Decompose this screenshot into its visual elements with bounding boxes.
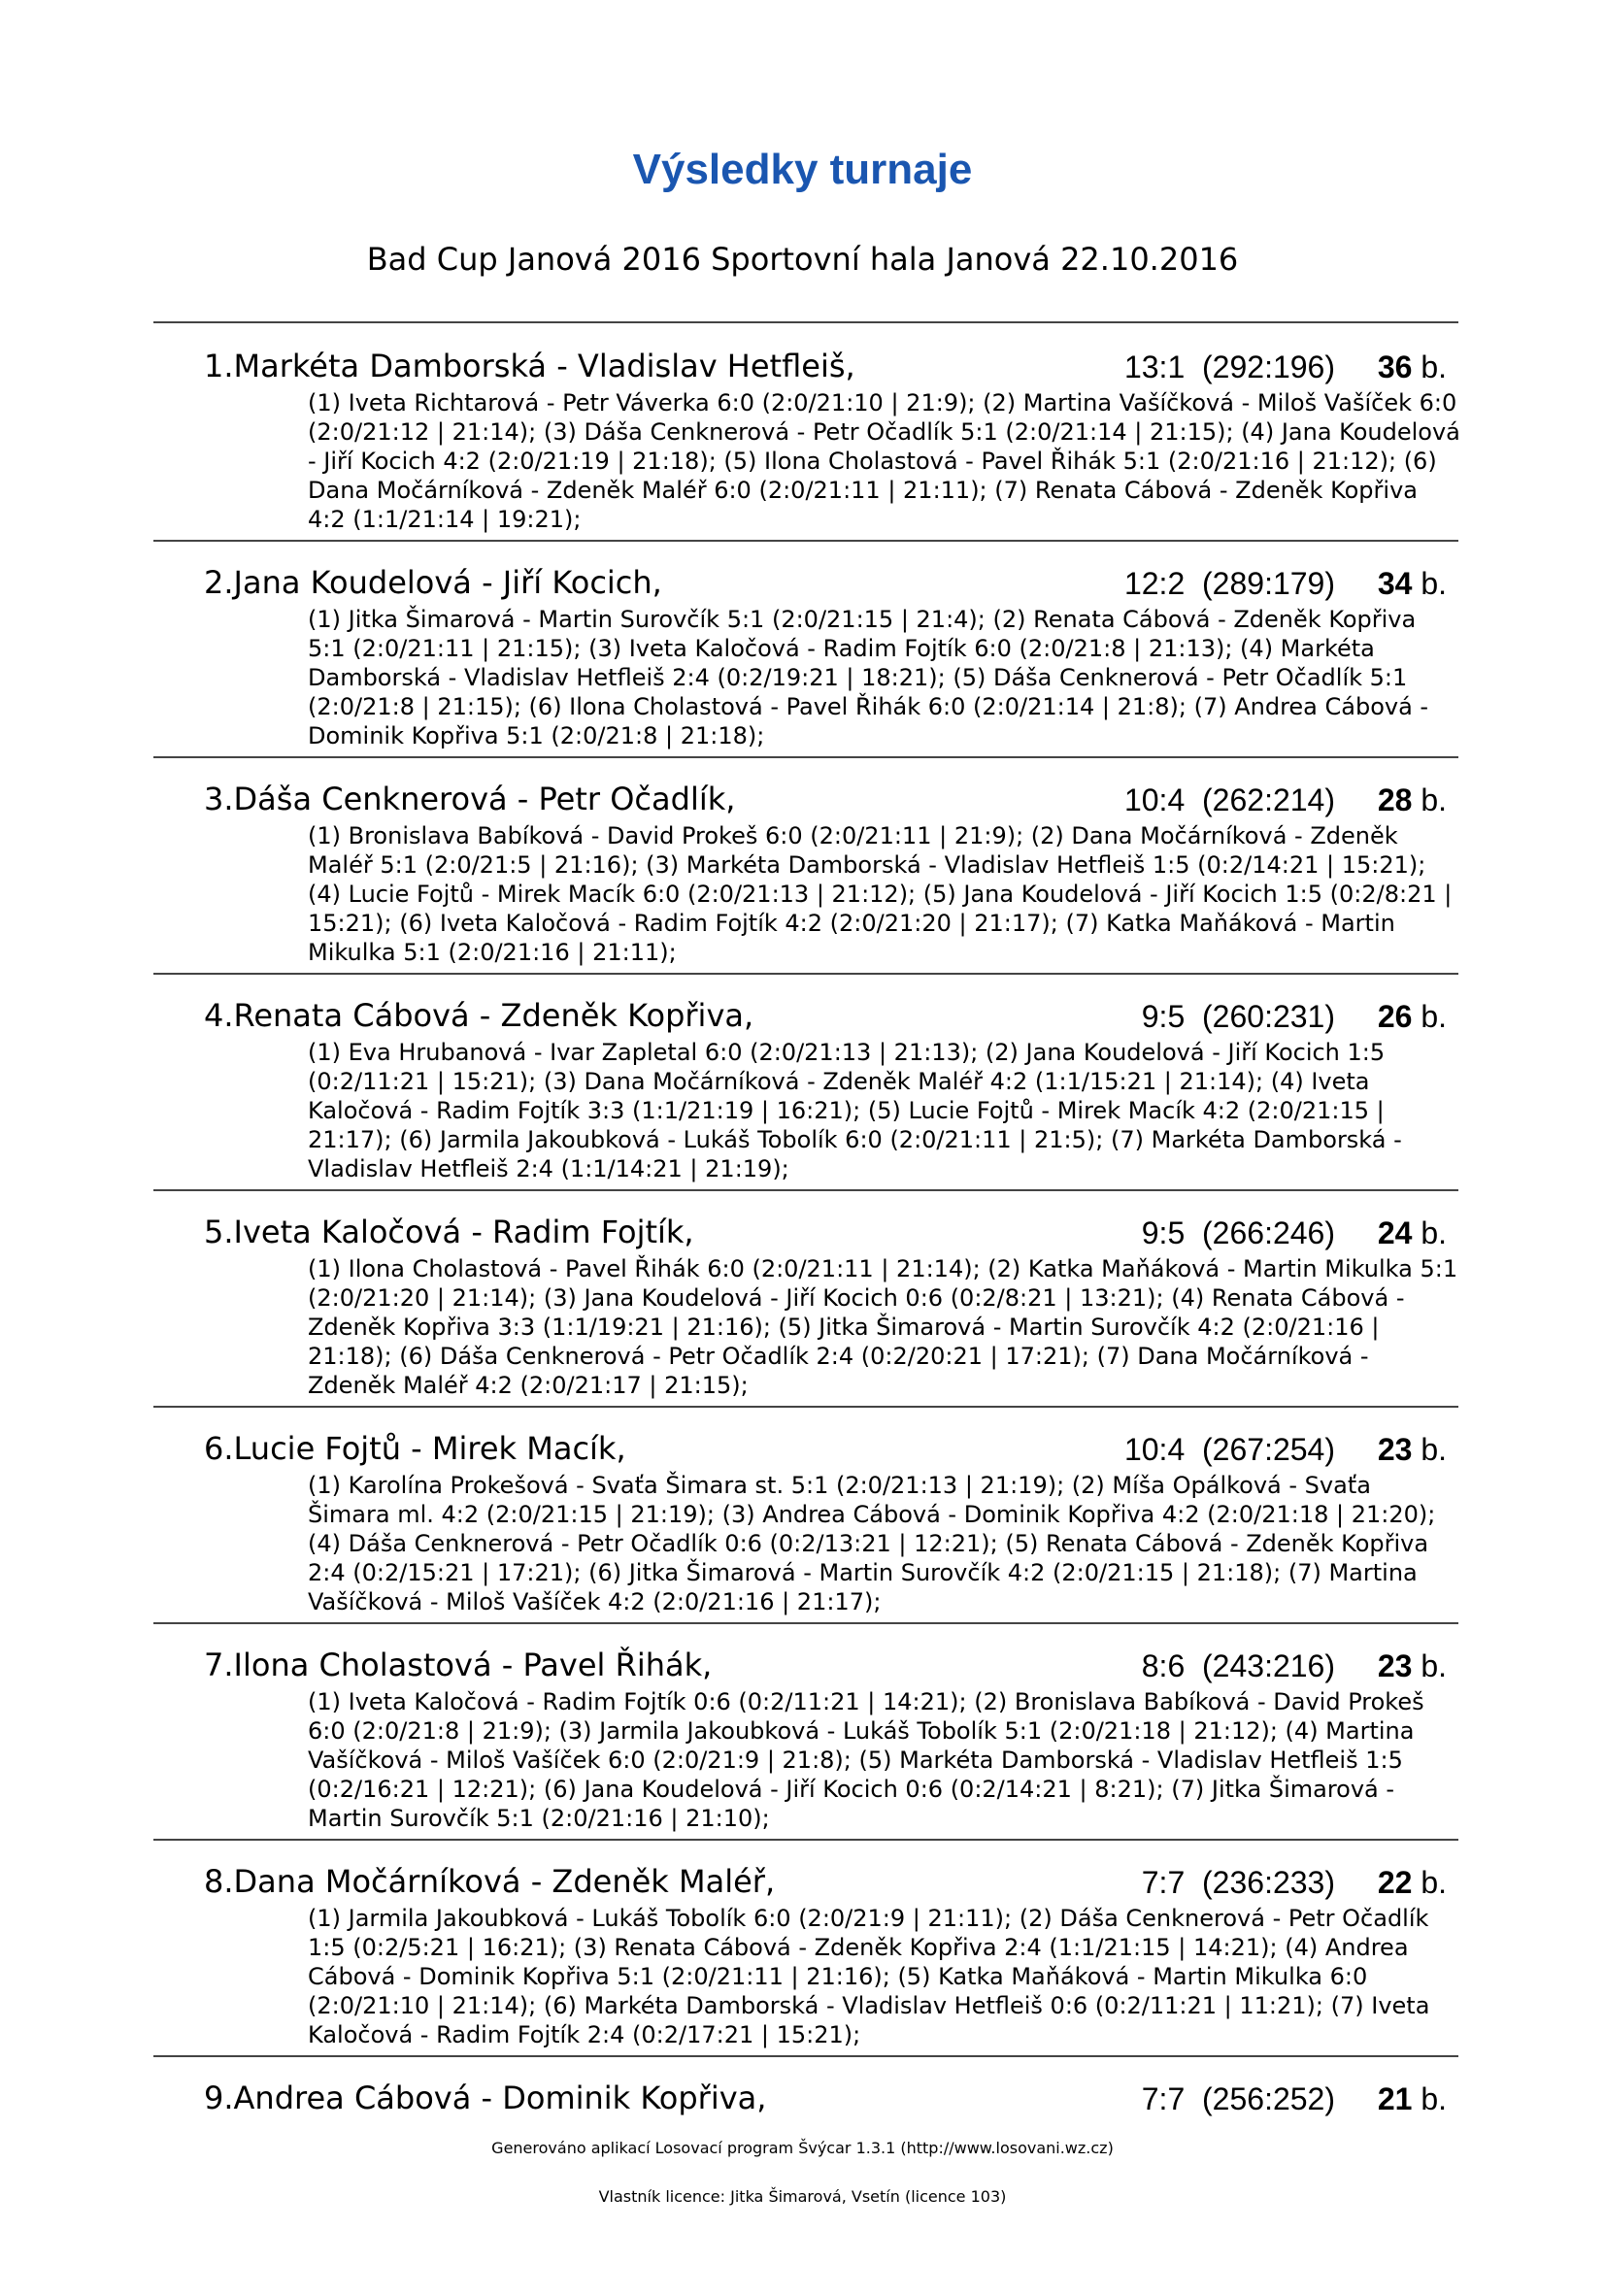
result-entry: [0, 564, 1605, 781]
match-record: 7:7 (256:252): [1141, 2081, 1335, 2116]
result-entry: [0, 997, 1605, 1214]
match-details: (1) Jarmila Jakoubková - Lukáš Tobolík 6:0 (2:0/21:9 | 21:11); (2) Dáša Cenknerová - Petr Očadlík 1:5 (0:2/5:21 | 16:21); (3) Renata Cábová - Zdeněk Kopřiva 2:4 (1:1/21:15 | 14:21); (4) Andrea Cábová - Dominik Kopřiva 5:1 (2:0/21:11 | 21:16); (5) Katka Maňáková - Martin Mikulka 6:0 (2:0/21:10 | 21:14); (6) Markéta Damborská - Vladislav Hetfleiš 0:6 (0:2/11:21 | 11:21); (7) Iveta Kaločová - Radim Fojtík 2:4 (0:2/17:21 | 15:21);: [308, 1905, 1430, 2048]
result-entry: [0, 1647, 1605, 1863]
team-name: 4.Renata Cábová - Zdeněk Kopřiva,: [204, 997, 754, 1034]
divider: [153, 1406, 1458, 1408]
team-name: 2.Jana Koudelová - Jiří Kocich,: [204, 564, 662, 601]
team-points: 24 b.: [1377, 1215, 1447, 1250]
team-points: 34 b.: [1377, 566, 1447, 601]
match-record: 8:6 (243:216): [1141, 1648, 1335, 1683]
divider: [153, 756, 1458, 758]
result-entry: [0, 348, 1605, 564]
divider: [153, 1622, 1458, 1624]
match-details: (1) Iveta Kaločová - Radim Fojtík 0:6 (0:2/11:21 | 14:21); (2) Bronislava Babíková - David Prokeš 6:0 (2:0/21:8 | 21:9); (3) Jarmila Jakoubková - Lukáš Tobolík 5:1 (2:0/21:18 | 21:12); (4) Martina Vašíčková - Miloš Vašíček 6:0 (2:0/21:9 | 21:8); (5) Markéta Damborská - Vladislav Hetfleiš 1:5 (0:2/16:21 | 12:21); (6) Jana Koudelová - Jiří Kocich 0:6 (0:2/14:21 | 8:21); (7) Jitka Šimarová - Martin Surovčík 5:1 (2:0/21:16 | 21:10);: [308, 1688, 1424, 1832]
match-details: (1) Karolína Prokešová - Svaťa Šimara st. 5:1 (2:0/21:13 | 21:19); (2) Míša Opálková - Svaťa Šimara ml. 4:2 (2:0/21:15 | 21:19); (3) Andrea Cábová - Dominik Kopřiva 4:2 (2:0/21:18 | 21:20); (4) Dáša Cenknerová - Petr Očadlík 0:6 (0:2/13:21 | 12:21); (5) Renata Cábová - Zdeněk Kopřiva 2:4 (0:2/15:21 | 17:21); (6) Jitka Šimarová - Martin Surovčík 4:2 (2:0/21:15 | 21:18); (7) Martina Vašíčková - Miloš Vašíček 4:2 (2:0/21:16 | 21:17);: [308, 1472, 1436, 1615]
team-points: 23 b.: [1377, 1648, 1447, 1683]
result-entry: [0, 1430, 1605, 1647]
team-name: 5.Iveta Kaločová - Radim Fojtík,: [204, 1214, 694, 1250]
team-name: 9.Andrea Cábová - Dominik Kopřiva,: [204, 2080, 767, 2116]
team-points: 26 b.: [1377, 999, 1447, 1034]
team-points: 36 b.: [1377, 349, 1447, 384]
divider: [153, 1839, 1458, 1841]
match-record: 13:1 (292:196): [1123, 349, 1335, 384]
match-record: 10:4 (267:254): [1123, 1432, 1335, 1467]
team-name: 3.Dáša Cenknerová - Petr Očadlík,: [204, 781, 736, 817]
result-entry: [0, 1214, 1605, 1430]
match-details: (1) Bronislava Babíková - David Prokeš 6:0 (2:0/21:11 | 21:9); (2) Dana Močárníková - Zdeněk Maléř 5:1 (2:0/21:5 | 21:16); (3) Markéta Damborská - Vladislav Hetfleiš 1:5 (0:2/14:21 | 15:21); (4) Lucie Fojtů - Mirek Macík 6:0 (2:0/21:13 | 21:12); (5) Jana Koudelová - Jiří Kocich 1:5 (0:2/8:21 | 15:21); (6) Iveta Kaločová - Radim Fojtík 4:2 (2:0/21:20 | 21:17); (7) Katka Maňáková - Martin Mikulka 5:1 (2:0/21:16 | 21:11);: [308, 822, 1453, 966]
divider: [153, 973, 1458, 975]
match-details: (1) Iveta Richtarová - Petr Váverka 6:0 (2:0/21:10 | 21:9); (2) Martina Vašíčková - Miloš Vašíček 6:0 (2:0/21:12 | 21:14); (3) Dáša Cenknerová - Petr Očadlík 5:1 (2:0/21:14 | 21:15); (4) Jana Koudelová - Jiří Kocich 4:2 (2:0/21:19 | 21:18); (5) Ilona Cholastová - Pavel Řihák 5:1 (2:0/21:16 | 21:12); (6) Dana Močárníková - Zdeněk Maléř 6:0 (2:0/21:11 | 21:11); (7) Renata Cábová - Zdeněk Kopřiva 4:2 (1:1/21:14 | 19:21);: [308, 389, 1460, 533]
page-title: Výsledky turnaje: [632, 146, 973, 193]
team-name: 6.Lucie Fojtů - Mirek Macík,: [204, 1430, 626, 1467]
match-details: (1) Ilona Cholastová - Pavel Řihák 6:0 (2:0/21:11 | 21:14); (2) Katka Maňáková - Martin Mikulka 5:1 (2:0/21:20 | 21:14); (3) Jana Koudelová - Jiří Kocich 0:6 (0:2/8:21 | 13:21); (4) Renata Cábová - Zdeněk Kopřiva 3:3 (1:1/19:21 | 21:16); (5) Jitka Šimarová - Martin Surovčík 4:2 (2:0/21:16 | 21:18); (6) Dáša Cenknerová - Petr Očadlík 2:4 (0:2/20:21 | 17:21); (7) Dana Močárníková - Zdeněk Maléř 4:2 (2:0/21:17 | 21:15);: [308, 1255, 1458, 1399]
team-points: 22 b.: [1377, 1865, 1447, 1900]
team-points: 28 b.: [1377, 782, 1447, 817]
match-details: (1) Eva Hrubanová - Ivar Zapletal 6:0 (2:0/21:13 | 21:13); (2) Jana Koudelová - Jiří Kocich 1:5 (0:2/11:21 | 15:21); (3) Dana Močárníková - Zdeněk Maléř 4:2 (1:1/15:21 | 21:14); (4) Iveta Kaločová - Radim Fojtík 3:3 (1:1/21:19 | 16:21); (5) Lucie Fojtů - Mirek Macík 4:2 (2:0/21:15 | 21:17); (6) Jarmila Jakoubková - Lukáš Tobolík 6:0 (2:0/21:11 | 21:5); (7) Markéta Damborská - Vladislav Hetfleiš 2:4 (1:1/14:21 | 21:19);: [308, 1039, 1402, 1182]
footer-generated: Generováno aplikací Losovací program Švýcar 1.3.1 (http://www.losovani.wz.cz): [491, 2139, 1114, 2157]
match-record: 12:2 (289:179): [1123, 566, 1335, 601]
divider: [153, 321, 1458, 323]
match-record: 10:4 (262:214): [1123, 782, 1335, 817]
result-entry: [0, 1863, 1605, 2080]
team-name: 7.Ilona Cholastová - Pavel Řihák,: [204, 1647, 713, 1683]
match-details: (1) Jitka Šimarová - Martin Surovčík 5:1 (2:0/21:15 | 21:4); (2) Renata Cábová - Zdeněk Kopřiva 5:1 (2:0/21:11 | 21:15); (3) Iveta Kaločová - Radim Fojtík 6:0 (2:0/21:8 | 21:13); (4) Markéta Damborská - Vladislav Hetfleiš 2:4 (0:2/19:21 | 18:21); (5) Dáša Cenknerová - Petr Očadlík 5:1 (2:0/21:8 | 21:15); (6) Ilona Cholastová - Pavel Řihák 6:0 (2:0/21:14 | 21:8); (7) Andrea Cábová - Dominik Kopřiva 5:1 (2:0/21:8 | 21:18);: [308, 606, 1429, 749]
team-points: 23 b.: [1377, 1432, 1447, 1467]
match-record: 9:5 (260:231): [1141, 999, 1335, 1034]
match-record: 7:7 (236:233): [1141, 1865, 1335, 1900]
team-points: 21 b.: [1377, 2081, 1447, 2116]
footer-license: Vlastník licence: Jitka Šimarová, Vsetín (licence 103): [598, 2187, 1007, 2206]
team-name: 1.Markéta Damborská - Vladislav Hetfleiš,: [204, 348, 855, 384]
divider: [153, 540, 1458, 542]
results-list: [0, 348, 1605, 2296]
result-entry: [0, 781, 1605, 997]
team-name: 8.Dana Močárníková - Zdeněk Maléř,: [204, 1863, 776, 1900]
tournament-subtitle: Bad Cup Janová 2016 Sportovní hala Janová 22.10.2016: [366, 241, 1239, 278]
divider: [153, 2055, 1458, 2057]
divider: [153, 1189, 1458, 1191]
match-record: 9:5 (266:246): [1141, 1215, 1335, 1250]
